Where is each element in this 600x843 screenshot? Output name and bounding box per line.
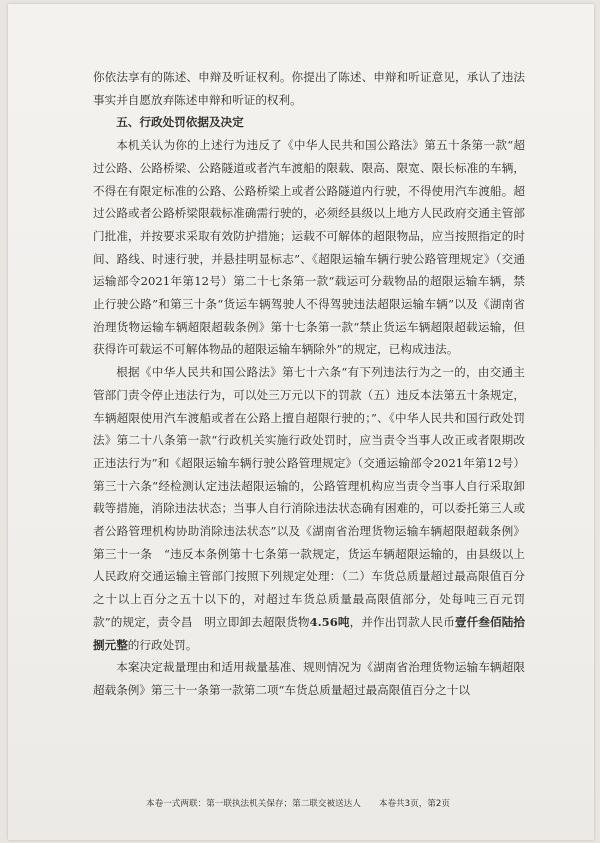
document-body bbox=[93, 66, 525, 702]
fine-amount: 壹仟叁佰陆拾捌元整 bbox=[93, 614, 525, 652]
footer-copies: 本卷一式两联：第一联执法机关保存；第二联交被送达人 bbox=[146, 799, 361, 809]
unload-amount: 4.56吨 bbox=[309, 614, 350, 629]
page-footer bbox=[146, 797, 546, 809]
paragraph-penalty-basis bbox=[93, 361, 525, 656]
paragraph-violation: 本机关认为你的上述行为违反了《中华人民共和国公路法》第五十条第一款“超过公路、公路桥梁、公路隧道或者汽车渡船的限载、限高、限宽、限长标准的车辆，不得在有限定标准的公路、公路桥梁上或者公路隧道内行驶，不得使用汽车渡船。超过公路或者公路桥梁限载标准确需行驶的，必须经县级以上地方人民政府交通主管部门批准，并按要求采取有效防护措施；运载不可解体的超限物品，应当按照指定的时间、路线、时速行驶，并悬挂明显标志”、《超限运输车辆行驶公路管理规定》（交通运输部令2021年第12号）第二十七条第一款“载运可分载物品的超限运输车辆，禁止行驶公路”和第三十条“货运车辆驾驶人不得驾驶违法超限运输车辆”以及《湖南省治理货物运输车辆超限超载条例》第十七条第一款“禁止货运车辆超限超载运输，但获得许可载运不可解体物品的超限运输车辆除外”的规定，已构成违法。 bbox=[93, 138, 525, 357]
penalty-basis-text-3: 的行政处罚。 bbox=[127, 637, 198, 652]
document-page bbox=[8, 4, 594, 840]
penalty-basis-text: 根据《中华人民共和国公路法》第七十六条“有下列违法行为之一的，由交通主管部门责令停止违法行为，可以处三万元以下的罚款（五）违反本法第五十条规定，车辆超限使用汽车渡船或者在公路上擅自超限行驶的；”、《中华人民共和国行政处罚法》第二十八条第一款“行政机关实施行政处罚时，应当责令当事人改正或者限期改正违法行为”和《超限运输车辆行驶公路管理规定》（交通运输部令2021年第12号）第三十六条“经检测认定违法超限运输的，公路管理机构应当责令当事人自行采取卸载等措施，消除违法状态；当事人自行消除违法状态确有困难的，可以委托第三人或者公路管理机构协助消除违法状态”以及《湖南省治理货物运输车辆超限超载条例》第三十一条 “违反本条例第十七条第一款规定，货运车辆超限运输的，由县级以上人民政府交通运输主管部门按照下列规定处理：（二）车货总质量超过最高限值百分之十以上百分之五十以下的，对超过车货总质量最高限值部分，处每吨三百元罚款”的规定，责令昌 明立即卸去超限货物 bbox=[93, 365, 525, 629]
section-heading: 五、行政处罚依据及决定 bbox=[116, 115, 244, 130]
paragraph-rights: 你依法享有的陈述、申辩及听证权利。你提出了陈述、申辩和听证意见，承认了违法事实并自愿放弃陈述申辩和听证的权利。 bbox=[93, 70, 525, 107]
paragraph-discretion: 本案决定裁量理由和适用裁量基准、规则情况为《湖南省治理货物运输车辆超限超载条例》第三十一条第一款第二项“车货总质量超过最高限值百分之十以 bbox=[93, 660, 525, 697]
penalty-basis-text-2: ，并作出罚款人民币 bbox=[349, 614, 455, 629]
footer-page-number: 本卷共3页，第2页 bbox=[378, 799, 450, 809]
